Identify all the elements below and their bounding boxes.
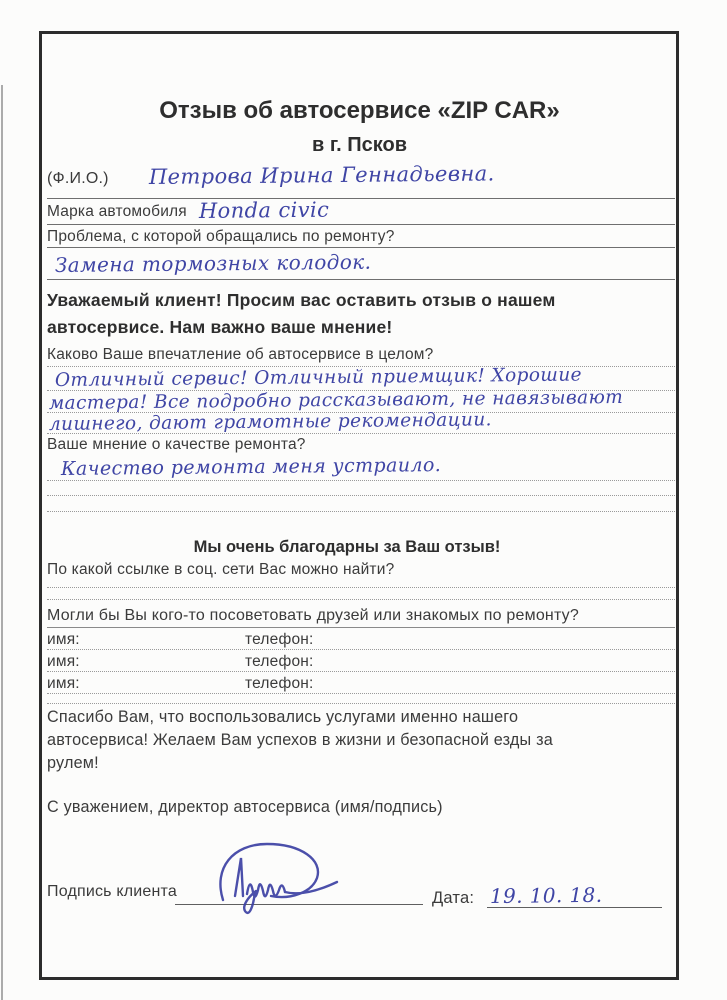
problem-label: Проблема, с которой обращались по ремонту? — [47, 228, 395, 245]
quality-answer-row — [47, 456, 675, 481]
fio-row — [47, 161, 675, 199]
contact-row-3 — [47, 673, 675, 694]
client-signature-ink — [205, 838, 345, 920]
social-question-label: По какой ссылке в соц. сети Вас можно найти? — [47, 561, 395, 578]
fio-handwritten-value: Петрова Ирина Геннадьевна. — [148, 161, 495, 189]
empty-ruled-line — [47, 498, 675, 512]
date-ruled-line — [487, 907, 662, 908]
impression-answer-row-3 — [47, 409, 675, 435]
date-handwritten-value: 19. 10. 18. — [489, 882, 603, 908]
impression-question-label: Каково Ваше впечатление об автосервисе в целом? — [47, 346, 434, 363]
fio-label: (Ф.И.О.) — [47, 170, 109, 187]
closing-line-2: автосервиса! Желаем Вам успехов в жизни и безопасной езды за — [47, 731, 553, 749]
contact-row-2 — [47, 651, 675, 672]
form-subtitle: в г. Псков — [311, 134, 408, 156]
recommend-question-row — [47, 605, 675, 628]
contact-phone-label: телефон: — [245, 631, 314, 648]
form-title: Отзыв об автосервисе «ZIP CAR» — [159, 97, 560, 124]
quality-answer-value: Качество ремонта меня устраило. — [60, 454, 442, 480]
empty-ruled-line — [47, 579, 675, 588]
appeal-line-1: Уважаемый клиент! Просим вас оставить отзыв о нашем — [47, 290, 556, 310]
client-signature-label: Подпись клиента — [47, 883, 177, 900]
contact-phone-label: телефон: — [245, 675, 314, 692]
car-row — [47, 197, 675, 225]
empty-ruled-line — [47, 482, 675, 496]
impression-answer-line-1: Отличный сервис! Отличный приемщик! Хорошие — [54, 364, 583, 391]
director-line: С уважением, директор автосервиса (имя/подпись) — [47, 798, 443, 816]
car-label: Марка автомобиля — [47, 203, 187, 220]
contact-name-label: имя: — [47, 653, 80, 670]
closing-line-3: рулем! — [47, 754, 99, 772]
problem-row — [47, 226, 675, 248]
date-label: Дата: — [432, 889, 475, 907]
impression-question-row — [47, 343, 675, 367]
recommend-question-label: Могли бы Вы кого-то посоветовать друзей или знакомых по ремонту? — [47, 607, 579, 624]
appeal-line-2: автосервисе. Нам важно ваше мнение! — [47, 317, 393, 337]
car-handwritten-value: Honda civic — [198, 197, 330, 223]
problem-handwritten-value: Замена тормозных колодок. — [54, 249, 372, 277]
empty-ruled-line — [47, 695, 675, 704]
social-question-row — [47, 561, 675, 579]
contact-name-label: имя: — [47, 675, 80, 692]
quality-question-row — [47, 436, 675, 454]
scan-edge-artifact — [1, 85, 3, 1000]
impression-answer-line-2: мастера! Все подробно рассказывают, не навязывают — [48, 386, 624, 414]
impression-answer-line-3: лишнего, дают грамотные рекомендации. — [48, 409, 492, 435]
contact-row-1 — [47, 629, 675, 650]
thanks-heading: Мы очень благодарны за Ваш отзыв! — [193, 538, 501, 556]
problem-answer-row — [47, 249, 675, 280]
empty-ruled-line — [47, 590, 675, 600]
contact-name-label: имя: — [47, 631, 80, 648]
contact-phone-label: телефон: — [245, 653, 314, 670]
quality-question-label: Ваше мнение о качестве ремонта? — [47, 436, 306, 453]
closing-line-1: Спасибо Вам, что воспользовались услугами именно нашего — [47, 708, 519, 726]
